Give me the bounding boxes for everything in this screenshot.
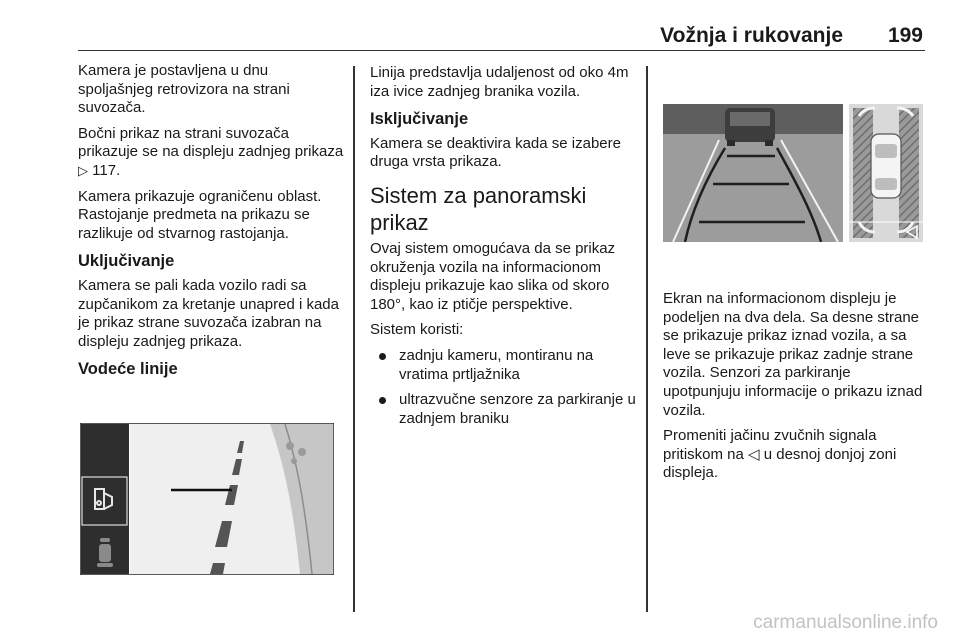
list-item: ultrazvučne senzore za parkiranje u zadnjem braniku bbox=[370, 391, 636, 428]
page-header bbox=[78, 14, 925, 51]
list-item: zadnju kameru, montiranu na vratima prtljažnika bbox=[370, 347, 636, 384]
paragraph: Kamera je postavljena u dnu spoljašnjeg retrovizora na strani suvozača. bbox=[78, 62, 290, 117]
column-3 bbox=[663, 290, 925, 490]
section-title: Vožnja i rukovanje bbox=[660, 24, 843, 47]
page-reference[interactable]: 117. bbox=[92, 161, 121, 179]
watermark: carmanualsonline.info bbox=[753, 612, 938, 633]
paragraph: Kamera se pali kada vozilo radi sa zupčanikom za kretanje unapred i kada je prikaz strane suvozača izabran na displeju zadnjeg prikaza. bbox=[78, 276, 339, 350]
heading-panoramski: Sistem za panoramski prikaz bbox=[370, 182, 587, 235]
paragraph: Linija predstavlja udaljenost od oko 4m iza ivice zadnjeg branika vozila. bbox=[370, 64, 629, 100]
column-1 bbox=[78, 62, 344, 385]
paragraph: Sistem koristi: bbox=[370, 321, 464, 339]
bullet-dot bbox=[379, 353, 386, 360]
rear-camera-view bbox=[663, 104, 843, 242]
arrow-reference-icon: ▷ bbox=[78, 162, 88, 178]
top-view bbox=[849, 104, 923, 242]
panoramic-view-figure bbox=[663, 104, 923, 242]
paragraph: Ovaj sistem omogućava da se prikaz okruženja vozila na informacionom displeju prikazuje kao slika od skoro 180°, kao iz ptičje perspektive. bbox=[370, 239, 616, 313]
heading-ukljucivanje: Uključivanje bbox=[78, 252, 175, 271]
paragraph: Kamera prikazuje ograničenu oblast. Rastojanje predmeta na prikazu se razlikuje od stvarnog rastojanja. bbox=[78, 187, 322, 242]
column-divider bbox=[646, 66, 648, 612]
paragraph: Ekran na informacionom displeju je podeljen na dva dela. Sa desne strane se prikazuje prikaz iznad vozila, a sa leve se prikazuje prikaz zadnje strane vozila. Senzori za parkiranje upotpunjuju informacije o prikazu iznad vozila. bbox=[663, 290, 923, 419]
bullet-list bbox=[370, 347, 636, 428]
paragraph: Promeniti jačinu zvučnih signala pritiskom na ◁ u desnoj donjoj zoni displeja. bbox=[663, 427, 897, 482]
page-number: 199 bbox=[887, 24, 923, 47]
heading-vodece-linije: Vodeće linije bbox=[78, 360, 178, 379]
column-2 bbox=[370, 64, 636, 435]
guide-lines-figure bbox=[80, 423, 334, 575]
bullet-dot bbox=[379, 397, 386, 404]
paragraph-text: Bočni prikaz na strani suvozača prikazuje se na displeju zadnjeg prikaza bbox=[78, 124, 344, 161]
paragraph bbox=[78, 125, 344, 181]
column-divider bbox=[353, 66, 355, 612]
paragraph: Kamera se deaktivira kada se izabere druga vrsta prikaza. bbox=[370, 134, 621, 171]
heading-iskljucivanje: Isključivanje bbox=[370, 110, 469, 129]
